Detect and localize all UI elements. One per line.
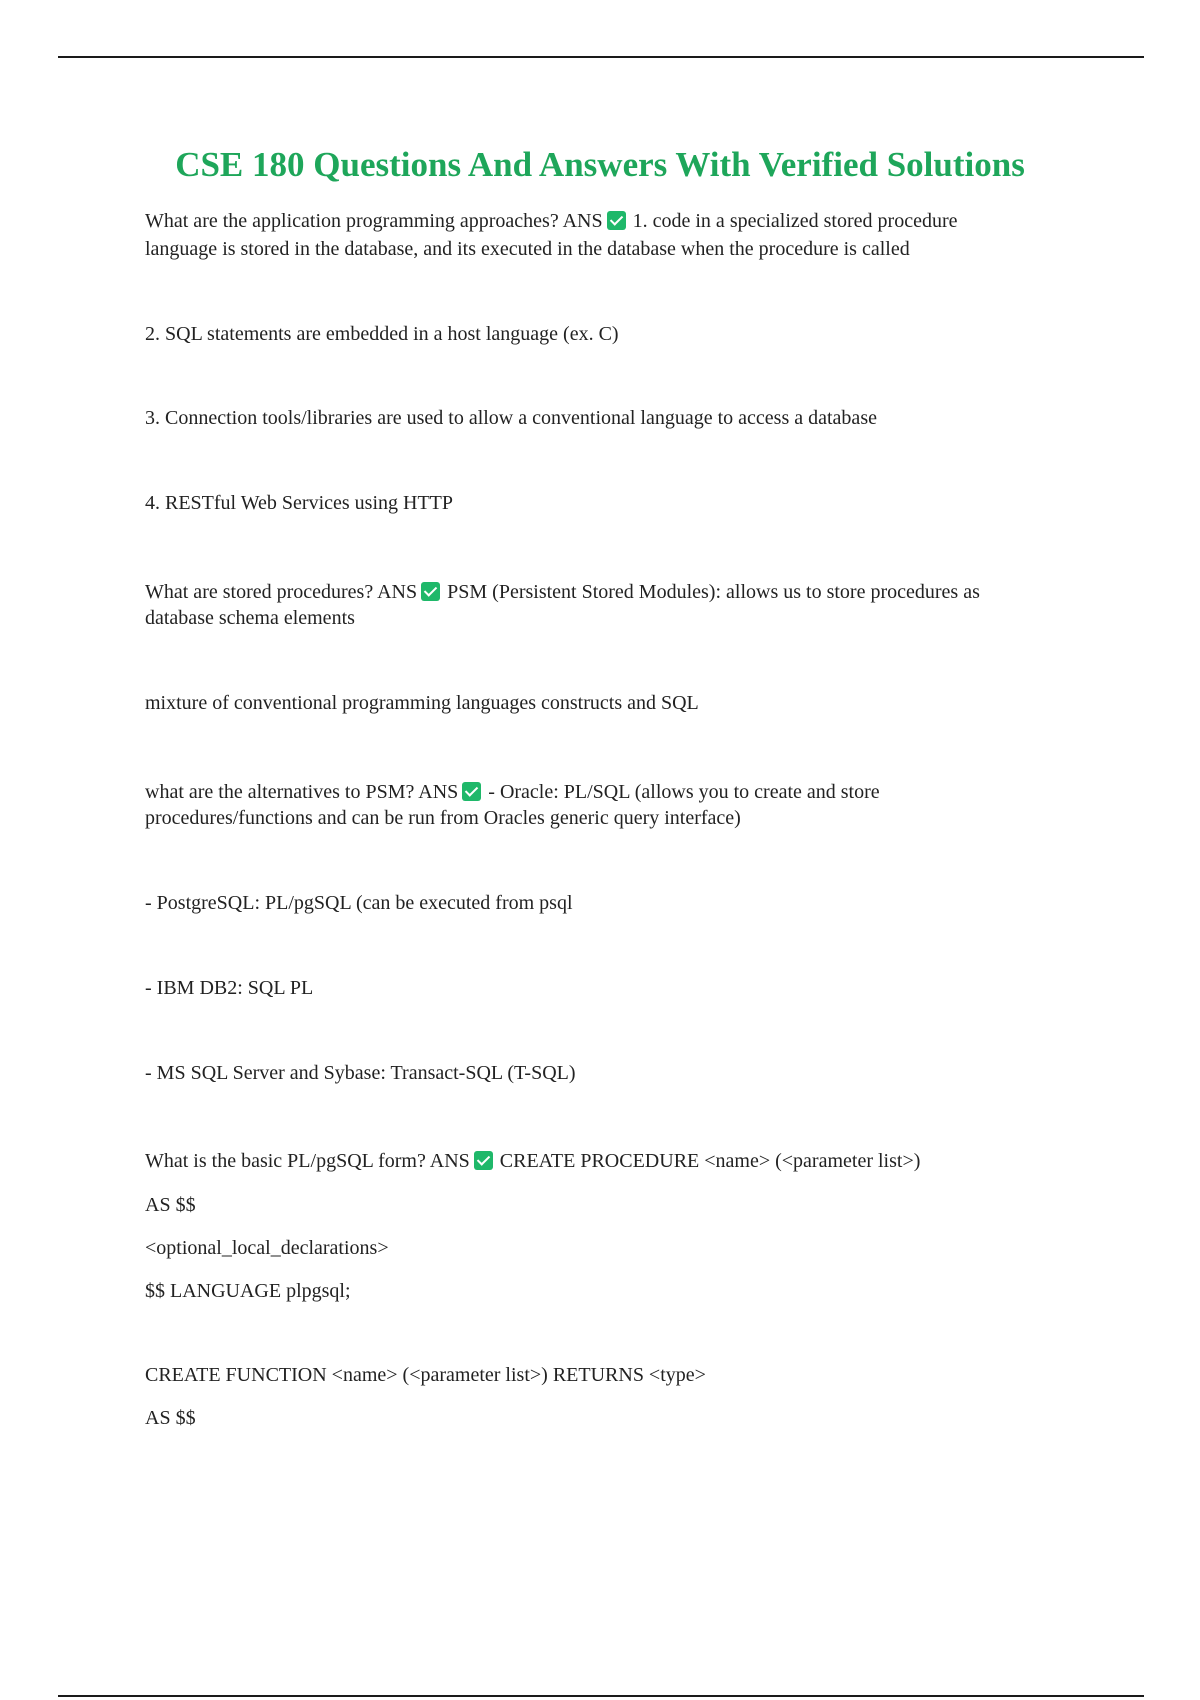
qa-4-code-1: AS $$ bbox=[145, 1194, 196, 1216]
qa-4-answer: CREATE PROCEDURE <name> (<parameter list>) bbox=[499, 1150, 921, 1172]
qa-2-answer: PSM (Persistent Stored Modules): allows us to store procedures as bbox=[447, 581, 980, 603]
check-box-icon bbox=[607, 211, 626, 230]
qa-1-answer-cont: language is stored in the database, and its executed in the database when the procedure is called bbox=[145, 238, 910, 260]
qa-1-extra-3: 4. RESTful Web Services using HTTP bbox=[145, 492, 453, 514]
qa-1-extra-1: 2. SQL statements are embedded in a host language (ex. C) bbox=[145, 323, 619, 345]
qa-3-answer: - Oracle: PL/SQL (allows you to create and store bbox=[488, 781, 880, 803]
qa-3-extra-2: - IBM DB2: SQL PL bbox=[145, 977, 314, 999]
check-box-icon bbox=[474, 1151, 493, 1170]
qa-1-extra-2: 3. Connection tools/libraries are used to allow a conventional language to access a database bbox=[145, 407, 877, 429]
qa-3-line-1 bbox=[145, 779, 1065, 806]
qa-2-answer-cont: database schema elements bbox=[145, 607, 355, 629]
qa-3-extra-1: - PostgreSQL: PL/pgSQL (can be executed from psql bbox=[145, 892, 573, 914]
qa-3-answer-cont: procedures/functions and can be run from Oracles generic query interface) bbox=[145, 807, 741, 829]
header-rule bbox=[58, 56, 1144, 58]
qa-4-code-3: $$ LANGUAGE plpgsql; bbox=[145, 1280, 351, 1302]
qa-4-code-4: CREATE FUNCTION <name> (<parameter list>) RETURNS <type> bbox=[145, 1364, 706, 1386]
qa-4-code-2: <optional_local_declarations> bbox=[145, 1237, 389, 1259]
footer-rule bbox=[58, 1695, 1144, 1697]
qa-1-question: What are the application programming approaches? ANS bbox=[145, 210, 603, 232]
check-box-icon bbox=[462, 782, 481, 801]
check-box-icon bbox=[421, 582, 440, 601]
qa-4-question: What is the basic PL/pgSQL form? ANS bbox=[145, 1150, 470, 1172]
qa-2-extra-1: mixture of conventional programming languages constructs and SQL bbox=[145, 692, 699, 714]
qa-2-line-1 bbox=[145, 579, 1065, 606]
qa-4-line-1 bbox=[145, 1148, 1065, 1175]
qa-3-extra-3: - MS SQL Server and Sybase: Transact-SQL (T-SQL) bbox=[145, 1062, 576, 1084]
qa-1-line-1 bbox=[145, 208, 1065, 235]
qa-2-question: What are stored procedures? ANS bbox=[145, 581, 418, 603]
document-title: CSE 180 Questions And Answers With Verified Solutions bbox=[175, 145, 1025, 184]
qa-3-question: what are the alternatives to PSM? ANS bbox=[145, 781, 459, 803]
qa-1-answer: 1. code in a specialized stored procedure bbox=[632, 210, 958, 232]
qa-4-code-5: AS $$ bbox=[145, 1407, 196, 1429]
